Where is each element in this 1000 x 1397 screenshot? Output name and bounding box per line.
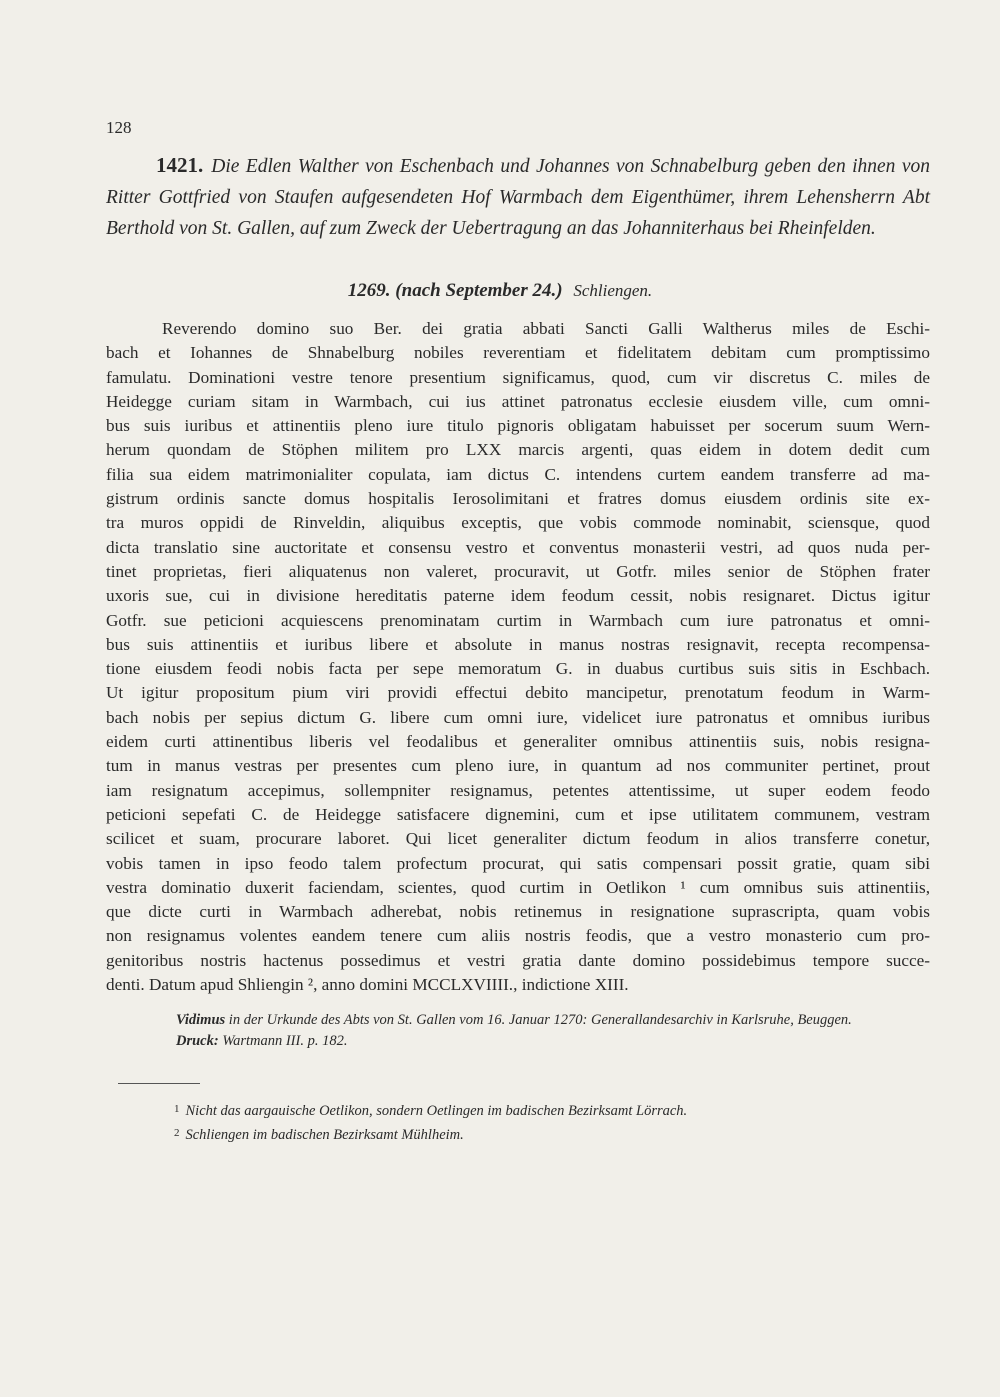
headline-text: Die Edlen Walther von Eschenbach und Johannes von Schnabelburg geben den ihnen von Ritter Gottfried von Staufen aufgesendeten Hof Warmbach dem Eigenthümer, ihrem Lehensherrn Abt Berthold von St. Gallen, auf zum Zweck der Uebertragung an das Johanniterhaus bei Rheinfelden. [106, 156, 930, 239]
text-line: tione eiusdem feodi nobis facta per sepe memoratum G. in duabus curtibus suis sitis in Eschbach. [106, 659, 930, 679]
footnote-divider [118, 1083, 200, 1084]
footnote-mark: 2 [174, 1127, 180, 1139]
footnote-text: Nicht das aargauische Oetlikon, sondern Oetlingen im badischen Bezirksamt Lörrach. [185, 1103, 688, 1119]
text-line: bus suis iuribus et attinentiis pleno iure titulo pignoris obligatam habuisset per socerum suum Wern- [106, 416, 930, 436]
text-line: scilicet et suam, procurare laboret. Qui licet generaliter dictum feodum in alios transferre conetur, [106, 829, 930, 849]
text-line: filia sua eidem matrimonialiter copulata, iam dictus C. intendens curtem eandem transferre ad ma- [106, 464, 930, 484]
text-line: genitoribus nostris hactenus possedimus et vestri gratia dante domino possidebimus tempore succe- [106, 950, 930, 970]
text-line: dicta translatio sine auctoritate et consensu vestro et conventus monasterii vestri, ad quos nuda per- [106, 537, 930, 557]
text-line: tra muros oppidi de Rinveldin, aliquibus exceptis, que vobis commode nominabit, sciensque, quod [106, 513, 930, 533]
dateline-date: 1269. (nach September 24.) [347, 280, 563, 301]
text-line: tum in manus vestras per presentes cum pleno iure, in quantum ad nos communiter pertinet, prout [106, 756, 930, 776]
dateline-place: Schliengen. [573, 281, 653, 300]
vidimus-label: Vidimus [176, 1012, 226, 1028]
text-line: Reverendo domino suo Ber. dei gratia abbati Sancti Galli Waltherus miles de Eschi- [162, 319, 930, 338]
text-line: Gotfr. sue peticioni acquiescens prenominatam curtim in Warmbach cum iure patronatus et omni- [106, 610, 930, 630]
text-line: iam resignatum accepimus, sollempniter resignamus, petentes attentissime, ut super eodem feodo [106, 780, 930, 800]
document-number: 1421. [156, 153, 204, 177]
footnote-1 [174, 1098, 934, 1122]
text-line: que dicte curti in Warmbach adherebat, nobis retinemus in resignatione suprascripta, quam vobis [106, 902, 930, 922]
vidimus-text: in der Urkunde des Abts von St. Gallen vom 16. Januar 1270: Generallandesarchiv in Karlsruhe, Beuggen. [225, 1012, 852, 1028]
druck-label: Druck: [176, 1033, 219, 1049]
footnotes [174, 1098, 934, 1146]
druck-text: Wartmann III. p. 182. [218, 1033, 348, 1049]
text-line: bus suis attinentiis et iuribus libere et absolute in manus nostras resignavit, recepta recompensa- [106, 634, 930, 654]
text-line: famulatu. Dominationi vestre tenore presentium significamus, quod, cum vir discretus C. miles de [106, 367, 930, 387]
text-line: bach nobis per sepius dictum G. libere cum omni iure, videlicet iure patronatus et omnibus iuribus [106, 707, 930, 727]
text-line: non resignamus volentes eandem tenere cum aliis nostris feodis, que a vestro monasterio cum pro- [106, 926, 930, 946]
text-line: bach et Iohannes de Shnabelburg nobiles reverentiam et fidelitatem debitam cum promptissimo [106, 343, 930, 363]
text-line: vestra dominatio duxerit faciendam, scientes, quod curtim in Oetlikon ¹ cum omnibus suis attinentiis, [106, 877, 930, 897]
footnote-mark: 1 [174, 1103, 180, 1115]
dateline [0, 280, 1000, 302]
text-line: denti. Datum apud Shliengin ², anno domini MCCLXVIIII., indictione XIII. [106, 975, 629, 995]
text-line: Heidegge curiam sitam in Warmbach, cui ius attinet patronatus ecclesie eiusdem ville, cum omni- [106, 391, 930, 411]
footnote-2 [174, 1122, 934, 1146]
document-headline [106, 150, 930, 244]
vidimus-note [106, 1010, 930, 1031]
text-line: uxoris sue, cui in divisione hereditatis paterne idem feodum cessit, nobis resignaret. Dictus igitur [106, 586, 930, 606]
druck-note [176, 1031, 930, 1052]
text-line: gistrum ordinis sancte domus hospitalis Ierosolimitani et fratres domus eiusdem ordinis site ex- [106, 489, 930, 509]
text-line: herum quondam de Stöphen militem pro LXX marcis argenti, quas eidem in dotem dedit cum [106, 440, 930, 460]
text-line: tinet proprietas, fieri aliquatenus non valeret, procuravit, ut Gotfr. miles senior de Stöphen frater [106, 561, 930, 581]
page-number: 128 [106, 118, 132, 137]
text-line: Ut igitur propositum pium viri providi effectui debito mancipetur, prenotatum feodum in Warm- [106, 683, 930, 703]
text-line: vobis tamen in ipso feodo talem profectum procurat, qui satis compensari possit gratie, quam sibi [106, 853, 930, 873]
source-notes [106, 1010, 930, 1052]
text-line: eidem curti attinentibus liberis vel feodalibus et generaliter omnibus attinentiis suis, nobis resigna- [106, 732, 930, 752]
charter-text [106, 317, 930, 997]
text-line: peticioni sepefati C. de Heidegge satisfacere dignemini, cum et ipse utilitatem communem, vestram [106, 804, 930, 824]
footnote-text: Schliengen im badischen Bezirksamt Mühlheim. [185, 1127, 464, 1143]
